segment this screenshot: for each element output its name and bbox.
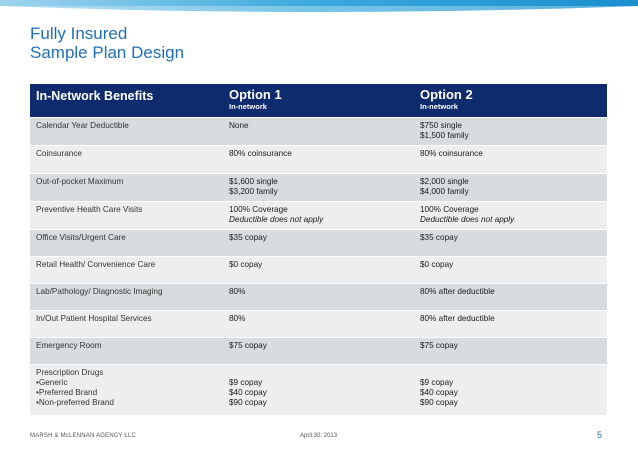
table-row <box>30 201 607 229</box>
benefit-cell: Emergency Room <box>30 338 222 364</box>
table-row <box>30 229 607 256</box>
option1-cell <box>222 257 414 283</box>
footer-date: April 30, 2013 <box>300 433 338 439</box>
benefits-table <box>30 84 607 415</box>
option1-line: $75 copay <box>229 341 267 350</box>
option1-cell <box>222 284 414 310</box>
benefit-line: Prescription Drugs <box>36 368 104 377</box>
option2-line: $2,000 single <box>420 177 469 186</box>
table-row <box>30 117 607 145</box>
option1-line: $1,600 single <box>229 177 278 186</box>
benefit-cell: In/Out Patient Hospital Services <box>30 311 222 337</box>
option2-cell <box>414 365 607 415</box>
benefit-cell: Coinsurance <box>30 146 222 173</box>
option2-cell <box>414 174 607 201</box>
table-row <box>30 145 607 173</box>
slide-title <box>30 24 184 62</box>
page-number: 5 <box>597 430 603 440</box>
option2-cell <box>414 202 607 229</box>
option2-line: $40 copay <box>420 388 458 397</box>
benefit-line: •Generic <box>36 378 68 387</box>
benefit-line: •Preferred Brand <box>36 388 98 397</box>
option2-cell <box>414 311 607 337</box>
option2-cell <box>414 118 607 145</box>
option2-line: $0 copay <box>420 260 454 269</box>
slide-title-line2: Sample Plan Design <box>30 43 185 62</box>
header-option2 <box>414 84 607 117</box>
option2-cell <box>414 257 607 283</box>
header-option2-title: Option 2 <box>420 87 473 102</box>
option2-cell <box>414 146 607 173</box>
table-row <box>30 310 607 337</box>
option2-line: $90 copay <box>420 398 458 407</box>
table-row <box>30 364 607 415</box>
option1-cell <box>222 338 414 364</box>
option1-cell <box>222 230 414 256</box>
header-option1-sub: In-network <box>229 102 267 111</box>
option1-line: 80% coinsurance <box>229 149 292 158</box>
header-option2-sub: In-network <box>420 102 458 111</box>
option1-line: 80% <box>229 287 246 296</box>
table-row <box>30 256 607 283</box>
option2-line: $9 copay <box>420 378 454 387</box>
option1-cell <box>222 174 414 201</box>
benefit-cell: Calendar Year Deductible <box>30 118 222 145</box>
option1-cell <box>222 365 414 415</box>
table-row <box>30 283 607 310</box>
option1-line: $90 copay <box>229 398 267 407</box>
option1-cell <box>222 146 414 173</box>
option1-line: Deductible does not apply <box>229 215 324 224</box>
option2-line: Deductible does not apply <box>420 215 515 224</box>
top-decorative-bar <box>0 0 638 16</box>
benefit-cell: Retail Health/ Convenience Care <box>30 257 222 283</box>
table-header <box>30 84 607 117</box>
header-option1 <box>222 84 414 117</box>
slide-title-line1: Fully Insured <box>30 24 128 43</box>
benefit-cell: Office Visits/Urgent Care <box>30 230 222 256</box>
option2-line: 80% coinsurance <box>420 149 483 158</box>
option2-cell <box>414 284 607 310</box>
header-benefits: In-Network Benefits <box>36 89 154 103</box>
benefit-line: •Non-preferred Brand <box>36 398 114 407</box>
option2-line: 80% after deductible <box>420 314 495 323</box>
option2-line: $750 single <box>420 121 462 130</box>
option1-line: $0 copay <box>229 260 263 269</box>
option2-line: 80% after deductible <box>420 287 495 296</box>
option2-line: $4,000 family <box>420 187 469 196</box>
option1-line: 100% Coverage <box>229 205 288 214</box>
benefit-cell <box>30 365 222 415</box>
option1-line: 80% <box>229 314 246 323</box>
option2-line: $35 copay <box>420 233 458 242</box>
option1-line: $3,200 family <box>229 187 278 196</box>
option1-cell <box>222 311 414 337</box>
option1-line: $35 copay <box>229 233 267 242</box>
option2-line: $1,500 family <box>420 131 469 140</box>
header-option1-title: Option 1 <box>229 87 282 102</box>
footer-company: MARSH & McLENNAN AGENCY LLC <box>30 433 136 439</box>
benefit-cell: Lab/Pathology/ Diagnostic Imaging <box>30 284 222 310</box>
option1-line: $40 copay <box>229 388 267 397</box>
option2-cell <box>414 338 607 364</box>
option2-line: 100% Coverage <box>420 205 479 214</box>
option1-line: $9 copay <box>229 378 263 387</box>
option1-cell <box>222 118 414 145</box>
option1-line: None <box>229 121 249 130</box>
option2-line: $75 copay <box>420 341 458 350</box>
option2-cell <box>414 230 607 256</box>
table-row <box>30 173 607 201</box>
option1-cell <box>222 202 414 229</box>
table-row <box>30 337 607 364</box>
benefit-cell: Preventive Health Care Visits <box>30 202 222 229</box>
benefit-cell: Out-of-pocket Maximum <box>30 174 222 201</box>
